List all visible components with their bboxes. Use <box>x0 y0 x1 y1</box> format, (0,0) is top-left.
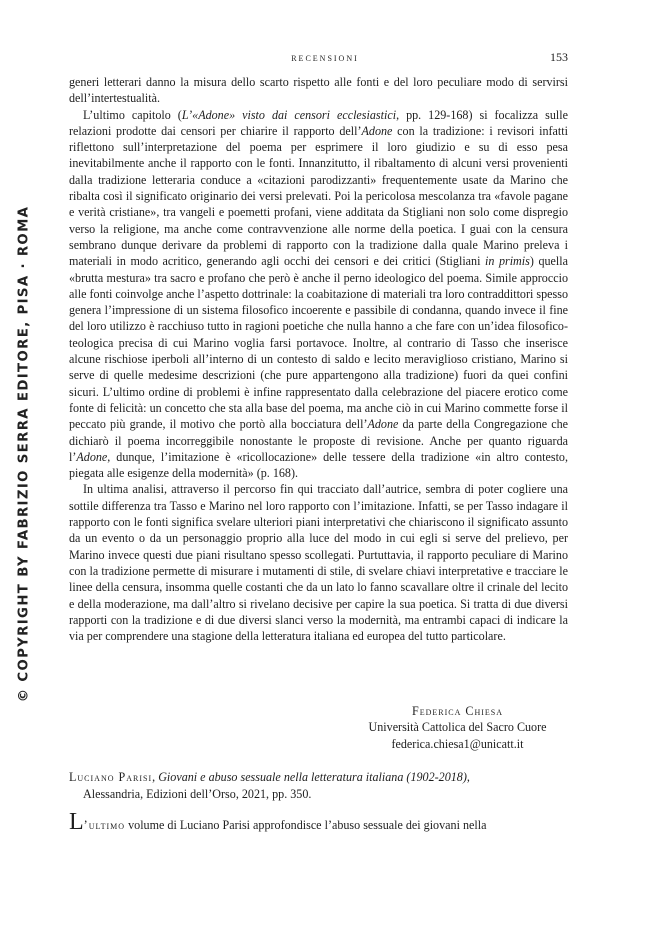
running-header-title: recensioni <box>291 52 359 64</box>
book-title: Giovani e abuso sessuale nella letteratura italiana (1902-2018) <box>158 770 467 784</box>
book-author: Luciano Parisi <box>69 770 153 784</box>
book-publication: Alessandria, Edizioni dell’Orso, 2021, pp. 350. <box>83 787 312 801</box>
next-review-opening: L’ultimo volume di Luciano Parisi approfondisce l’abuso sessuale dei giovani nella <box>69 809 487 835</box>
next-review-heading: Luciano Parisi, Giovani e abuso sessuale nella letteratura italiana (1902-2018), Alessandria, Edizioni dell’Orso, 2021, pp. 350. <box>69 769 568 803</box>
paragraph-1: generi letterari danno la misura dello scarto rispetto alle fonti e del loro peculiare modo di servirsi dell’intertestualità. <box>69 75 568 106</box>
drop-cap: L <box>69 809 84 835</box>
reviewer-name: Federica Chiesa <box>411 704 504 718</box>
reviewer-affiliation: Università Cattolica del Sacro Cuore <box>368 720 547 735</box>
reviewer-signature <box>340 703 575 752</box>
review-body <box>69 74 568 644</box>
copyright-sidebar <box>12 205 36 703</box>
chapter-title: L’«Adone» visto dai censori ecclesiastici <box>181 107 397 122</box>
paragraph-2: L’ultimo capitolo (L’«Adone» visto dai censori ecclesiastici, pp. 129-168) si focalizza sulle relazioni prodotte dai censori per chiarire il rapporto dell’Adone con la tradizione: i revisori infatti riflettono sull’interpretazione del poema per esprimere il loro giudizio e su di esso pesa inevitabilmente anche il rapporto con le fonti. Innanzitutto, il ribaltamento di alcuni versi provenienti dalla tradizione letteraria conduce a «citazioni parodizzanti» frequentemente usate da Marino che ribalta così il significato originario dei versi prelevati. Poi la pericolosa mescolanza tra «favole pagane e verità cristiane», tra vangeli e poemetti profani, viene additata da Stigliani non solo come dispregio verso la religione, ma anche come contravvenzione alle norme della poetica. I guai con la censura sembrano dunque derivare da problemi di rapporto con la tradizione dalla quale Marino preleva i materiali in modo acritico, generando agli occhi dei censori e dei critici (Stigliani in primis) quella «brutta mestura» tra sacro e profano che però è anche il perno ideologico del poema. Simile approccio alle fonti coinvolge anche l’aspetto dottrinale: la coabitazione di materiali tra loro contraddittori spesso genera l’impressione di un sistema filosofico incoerente e passibile di condanna, quando invece il fine del loro utilizzo è racchiuso tutto in ragioni poetiche che nulla hanno a che fare con un’idea filosofico-teologica precisa di cui Marino voglia farsi portavoce. Inoltre, al contrario di Tasso che inserisce alcune rischiose iperboli all’interno di un contesto di saldo e lecito meraviglioso cristiano, Marino si serve di quelle medesime descrizioni (che pure appartengono alla tradizione) fuori da quei confini sicuri. L’ultimo ordine di problemi è infine rappresentato dalla celebrazione del piacere erotico come fonte di felicità: un concetto che sta alla base del poema, ma anche ciò in cui Marino commette forse il peccato più grande, il motivo che portò alla bocciatura dell’Adone da parte della Congregazione che dichiarò il poema incorreggibile nonostante le proposte di revisione. Anche per quanto riguarda l’Adone, dunque, l’imitazione è «ricollocazione» delle tessere della tradizione «in altro contesto, piegata alle esigenze della modernità» (p. 168). <box>69 107 568 481</box>
reviewer-email: federica.chiesa1@unicatt.it <box>391 736 524 751</box>
page-number: 153 <box>550 50 568 64</box>
paragraph-3: In ultima analisi, attraverso il percorso fin qui tracciato dall’autrice, sembra di poter cogliere una sottile differenza tra Tasso e Marino nel loro rapporto con l’imitazione. Infatti, se per Tasso indagare il rapporto con le fonti significa svelare ulteriori piani interpretativi che chiariscono il significato assunto da un evento o da un personaggio proprio alla luce del modo in cui egli si serve del prelievo, per Marino invece questi due piani risultano spesso scollegati. Purtuttavia, il rapporto peculiare di Marino con la tradizione permette di misurare i mutamenti di stile, di svelare chiavi interpretative e tracciare le linee della censura, insomma quelle costanti che da un lato lo fanno scavallare oltre il crinale del lecito e della moderazione, ma dall’altro si rivelano decisive per capire la sua poetica. Si tratta di due diversi rapporti con la tradizione e di due diversi slanci verso la modernità, ma entrambi capaci di indicare la via per comprendere una stagione della letteratura italiana ed europea del tutto particolare. <box>69 482 568 644</box>
copyright-notice: © COPYRIGHT BY FABRIZIO SERRA EDITORE, PISA · ROMA <box>16 205 32 703</box>
